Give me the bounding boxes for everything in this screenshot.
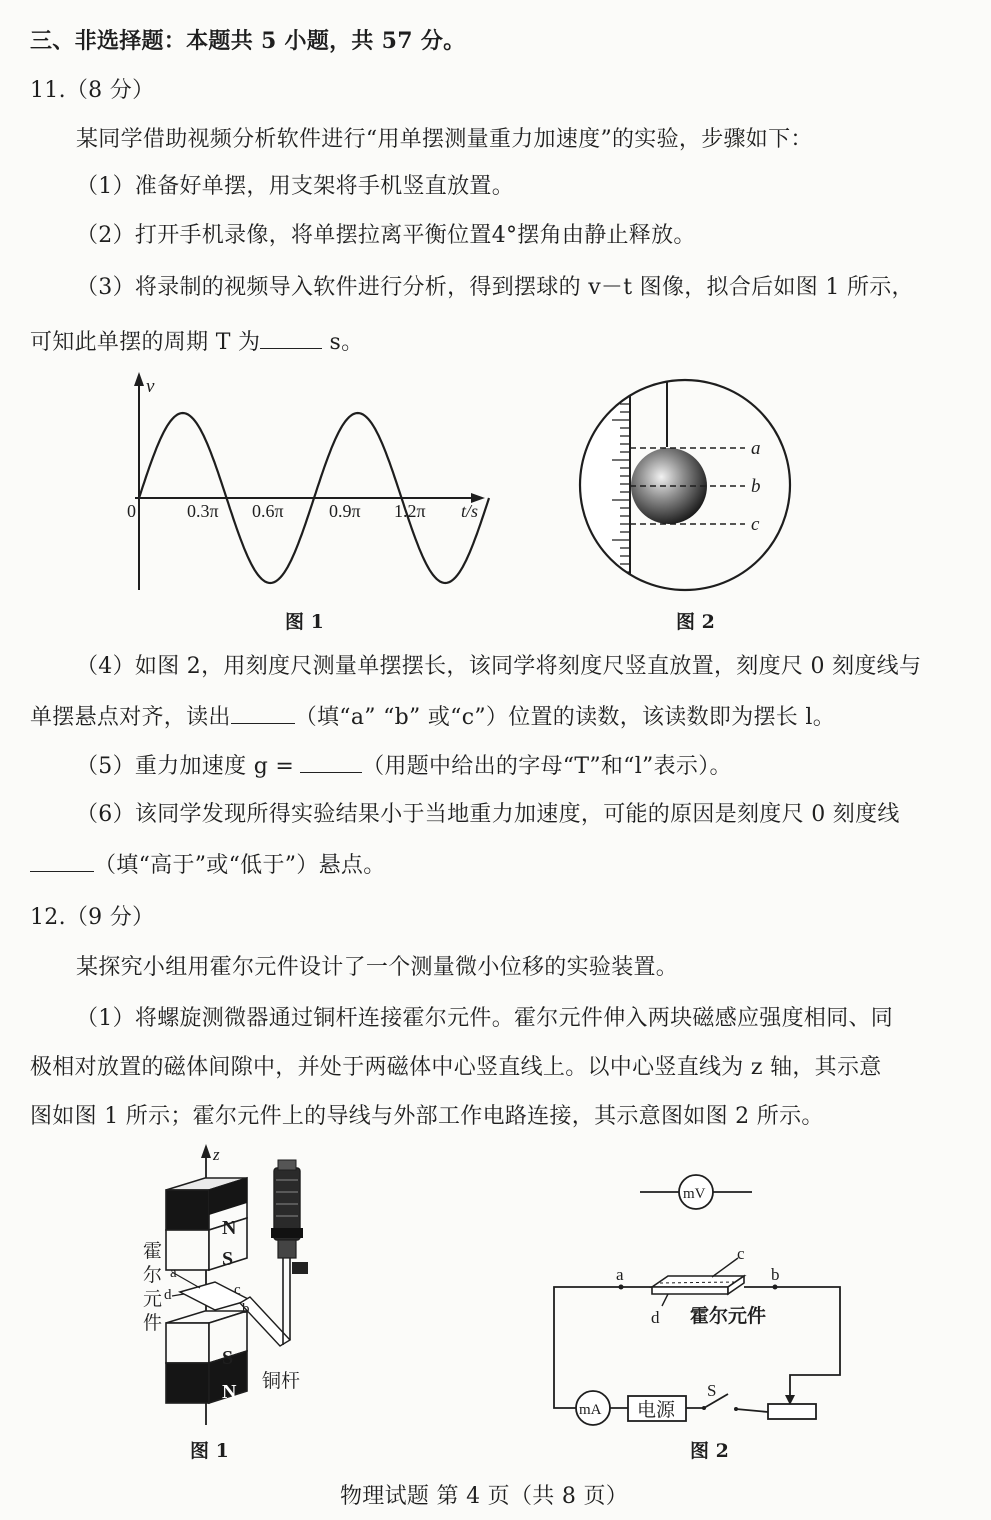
question-11-step2: （2）打开手机录像，将单摆拉离平衡位置4°摆角由静止释放。 bbox=[76, 223, 696, 248]
wire-d bbox=[662, 1294, 668, 1306]
step3-text: 可知此单摆的周期 T 为 bbox=[30, 330, 261, 355]
step6-text-tail: （填“高于”或“低于”）悬点。 bbox=[94, 853, 386, 878]
q12-fig2-caption: 图 2 bbox=[690, 1440, 729, 1462]
wire-c bbox=[712, 1258, 738, 1277]
question-11-step1: （1）准备好单摆，用支架将手机竖直放置。 bbox=[76, 174, 514, 199]
tick-label-1: 0.3π bbox=[187, 501, 219, 521]
top-magnet-pole-n: N bbox=[222, 1217, 237, 1239]
label-a: a bbox=[751, 438, 761, 459]
power-source-label: 电源 bbox=[637, 1400, 676, 1421]
node-label-d: d bbox=[651, 1308, 660, 1327]
question-11-intro: 某同学借助视频分析软件进行“用单摆测量重力加速度”的实验，步骤如下： bbox=[76, 127, 813, 152]
rheostat bbox=[768, 1404, 816, 1419]
hall-label-char-1: 霍 bbox=[143, 1241, 163, 1262]
node-label-a: a bbox=[616, 1265, 624, 1284]
step5-text-tail: （用题中给出的字母“T”和“l”表示）。 bbox=[362, 754, 732, 779]
question-12-step1-line3: 图如图 1 所示；霍尔元件上的导线与外部工作电路连接，其示意图如图 2 所示。 bbox=[30, 1104, 824, 1129]
step3-unit: s。 bbox=[322, 330, 364, 355]
hall-label-char-4: 件 bbox=[143, 1313, 163, 1334]
section-header: 三、非选择题：本题共 5 小题，共 57 分。 bbox=[30, 28, 466, 54]
step4-text-tail: （填“a” “b” 或“c”）位置的读数，该读数即为摆长 l。 bbox=[294, 705, 836, 730]
corner-d: d bbox=[164, 1287, 172, 1303]
node-label-c: c bbox=[737, 1244, 745, 1263]
q11-fig2-caption: 图 2 bbox=[676, 611, 715, 633]
corner-a: a bbox=[170, 1265, 177, 1281]
milliammeter-label: mA bbox=[579, 1402, 602, 1418]
question-12-step1-line2: 极相对放置的磁体间隙中，并处于两磁体中心竖直线上。以中心竖直线为 z 轴，其示意 bbox=[30, 1055, 882, 1080]
copper-rod-label: 铜杆 bbox=[262, 1371, 301, 1392]
label-b: b bbox=[751, 476, 761, 497]
hall-label-char-3: 元 bbox=[143, 1289, 163, 1310]
hall-label-char-2: 尔 bbox=[143, 1265, 163, 1286]
node-b bbox=[773, 1285, 778, 1290]
question-11-step4-line1: （4）如图 2，用刻度尺测量单摆摆长，该同学将刻度尺竖直放置，刻度尺 0 刻度线与 bbox=[76, 654, 922, 679]
node-a bbox=[619, 1285, 624, 1290]
hall-element-label: 霍尔元件 bbox=[690, 1306, 767, 1327]
switch-contact bbox=[734, 1407, 738, 1411]
hall-element-3d bbox=[652, 1276, 744, 1294]
millivoltmeter-label: mV bbox=[683, 1186, 706, 1202]
bottom-magnet-pole-s: S bbox=[222, 1347, 234, 1369]
q12-fig1-caption: 图 1 bbox=[190, 1440, 229, 1462]
corner-b: b bbox=[242, 1301, 250, 1317]
q11-fig1-caption: 图 1 bbox=[285, 611, 324, 633]
switch-label: S bbox=[707, 1381, 717, 1400]
z-axis-label: z bbox=[213, 1145, 220, 1164]
top-magnet-pole-s: S bbox=[222, 1248, 234, 1270]
node-label-b: b bbox=[771, 1265, 780, 1284]
origin-label: 0 bbox=[127, 501, 136, 521]
bottom-magnet-pole-n: N bbox=[222, 1381, 237, 1403]
label-c: c bbox=[751, 514, 760, 535]
question-11-step3-line1: （3）将录制的视频导入软件进行分析，得到摆球的 v－t 图像，拟合后如图 1 所示， bbox=[76, 275, 914, 300]
question-11-step6-line1: （6）该同学发现所得实验结果小于当地重力加速度，可能的原因是刻度尺 0 刻度线 bbox=[76, 802, 900, 827]
step5-text: （5）重力加速度 g = bbox=[76, 754, 295, 779]
v-axis-label: v bbox=[146, 376, 155, 397]
corner-c: c bbox=[234, 1282, 241, 1298]
page-footer: 物理试题 第 4 页（共 8 页） bbox=[340, 1484, 629, 1509]
question-12-intro: 某探究小组用霍尔元件设计了一个测量微小位移的实验装置。 bbox=[76, 955, 679, 980]
tick-label-3: 0.9π bbox=[329, 501, 361, 521]
question-12-number: 12.（9 分） bbox=[30, 905, 155, 930]
tick-label-2: 0.6π bbox=[252, 501, 284, 521]
tick-label-4: 1.2π bbox=[394, 501, 426, 521]
question-12-step1-line1: （1）将螺旋测微器通过铜杆连接霍尔元件。霍尔元件伸入两块磁感应强度相同、同 bbox=[76, 1006, 894, 1031]
t-axis-label: t/s bbox=[461, 501, 479, 521]
step4-text: 单摆悬点对齐，读出 bbox=[30, 705, 231, 730]
question-11-number: 11.（8 分） bbox=[30, 78, 155, 103]
